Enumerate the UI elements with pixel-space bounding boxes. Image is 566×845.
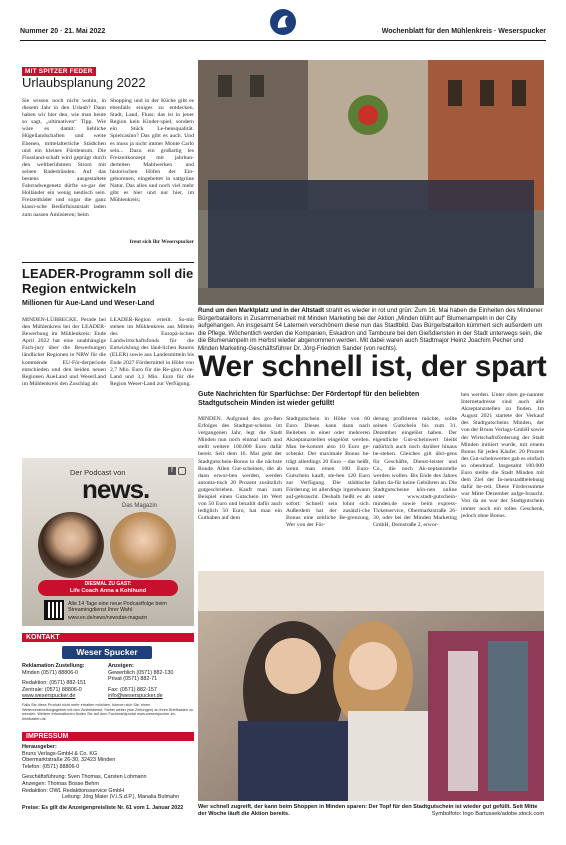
website-link[interactable]: www.weserspucker.de (22, 693, 76, 700)
bottom-photo (198, 571, 544, 801)
leader-title: LEADER-Programm soll die Region entwickeln (22, 266, 194, 296)
weserspucker-logo (62, 646, 152, 659)
podcast-title: Der Podcast von (70, 468, 126, 477)
bottom-photo-image (198, 571, 544, 801)
impressum-line: Obermarktstraße 26-30, 32423 Minden (22, 757, 116, 764)
kontakt-right-row: Anzeigen: (108, 663, 134, 669)
impressum-head: IMPRESSUM (22, 732, 194, 741)
impressum-line: Leitung: Jörg Maier (V.i.S.d.P.), Manalia Bulmahn (62, 794, 180, 801)
top-photo-image (198, 60, 544, 305)
kontakt-right-row: Privat (0571) 882-71 (108, 676, 158, 683)
page-header (20, 0, 546, 46)
top-caption-bold: Rund um den Marktplatz und in der Altstadt (198, 307, 325, 314)
ad-url[interactable]: www.en.de/news/newsdas-magazin (68, 615, 148, 621)
header-logo (269, 6, 297, 38)
main-subtitle: Gute Nachrichten für Sparfüchse: Der Fördertopf für den beliebten Stadtgutschein Minden ist wieder gefüllt! (198, 391, 420, 407)
column-kicker: MIT SPITZER FEDER (22, 60, 96, 78)
guest-pill (38, 580, 178, 596)
photo-credit: Symbolfoto: Ingo Bartussek/adobe.stock.com (431, 811, 544, 817)
impressum-line: Geschäftsführung: Sven Thomas, Carsten Lohmann (22, 774, 147, 781)
instagram-icon (178, 467, 186, 475)
top-caption-text: strahlt es wieder in rot und grün: Zum 16. Mai haben die Einheiten des Mindener Bürgerbataillons in Zusammenarbeit mit Minden Marketing bei der Aktion „Minden blüht auf“ Blumenampeln in der City aufgehangen. An insgesamt 54 Laternen verschönern diese nun das Stadtbild. Das Bürgerbataillon kümmert sich außerdem um die Pflege. Wöchentlich werden die Kompanien, Eskadron und Tamboure bei den Gießdiensten in der Stadt unterwegs sein, die die Blumenampeln im Herbst wieder abgenommen werden. Mit dabei waren auch Stadtmajor Heinz Joachim Pecher und Minden Marketing-Geschäftsführer Dr. Jörg-Friedrich Sander (von rechts). (198, 307, 543, 352)
kontakt-box (22, 633, 194, 721)
impressum-box (22, 732, 194, 811)
top-photo (198, 60, 544, 305)
column-title: Urlaubsplanung 2022 (22, 75, 146, 90)
impressum-line: Telefon: (0571) 88806-0 (22, 763, 80, 770)
qr-code[interactable] (44, 600, 64, 620)
bottom-photo-caption (198, 804, 544, 818)
main-text-3: derung profitieren möchte, sollte seinen Gutschein bis zum 31. Dezember eingelöst haben. Der eigentliche Gut-scheinwert bleibt natürlich auch noch darüber hinaus be-stehen. Gleiches gilt übri-gens für Geschäfte, Dienst-leister und Co., die noch Ak-zeptanzstelle werden wollen. Bis Ende des Jahres fallen da-für keine Gebühren an. Die Stadtgutscheine kön-nen online unter www.stadt-gutschein-minden.de sowie beim express-Ticketservice, Obermarktstraße 26-30, oder bei der Minden Marketing GmbH, Domstraße 2, erwor- (373, 416, 457, 529)
impressum-line: Preise: Es gilt die Anzeigenpreisliste Nr. 61 vom 1. Januar 2022 (22, 804, 184, 811)
logo-text: Weser Spucker (76, 647, 138, 657)
leader-text-2: LEADER-Region erteilt. So-mit stehen im Mühlenkreis aus Mitteln des Europä-ischen Landwirtschaftsfonds für die Entwicklung des länd-lichen Raums (ELER) sowie aus Landesmitteln bis Ende 2027 Fördermittel in Höhe von 2,7 Mio. Euro für die Re-gion Aue-Land und 3,1 Mio. Euro für die Region Weser-Land zur Verfügung. (110, 317, 194, 387)
brand-subtitle: Das Magazin (122, 503, 158, 509)
kontakt-left-row: Zentrale: (0571) 88806-0 (22, 686, 82, 693)
kontakt-note: Falls Sie diese Produkt nicht mehr erhalten möchten, können sich Sie, einen Weiterverarbeitungsgebiet mit den Zustelldienst, Siebei weiter (wie Zeitungen) an ihren Briefkasten zu wenden. Weitere Informationen finden Sie auf dem Fachmarktportal www.weserspucker-im-briefkasten.de. (22, 702, 194, 721)
top-photo-caption (198, 307, 544, 352)
impressum-line: Redaktion: OWL Redaktionsservice GmbH (22, 787, 124, 794)
bottom-caption-text: Wer schnell zugreift, der kann beim Shoppen in Minden sparen: Der Topf für den Stadtgutschein ist wieder gut gefüllt. Seit Mitte der Woche läuft die Aktion bereits. (198, 804, 538, 817)
impressum-line: Bruns Verlags-GmbH & Co. KG (22, 750, 98, 757)
main-headline: Wer schnell ist, der spart (198, 350, 547, 383)
leader-rule (22, 262, 194, 263)
column-text-2: Shopping und in der Küche gibt es ebenfalls einiges zu entdecken. Stadt, Land, Fluss: das ist in jener Region kein Kinder-spiel, sondern ein Stück Le-bensqualität. Spielcasino? Das gibt es auch. Und es muss ja nicht immer Monte Carlo sein... Dazu ein großartig les Freizeitkonzept mit jahrhun-derteiten Mahlwerken und historischen Höfen der Ein-geborenen, eingebettet in sattgrüne Natur. Das alles und noch viel mehr gibt es hier und nur hier, im Mühlenkreis; (110, 98, 194, 204)
kontakt-left-row: Redaktion: (0571) 882-151 (22, 680, 87, 687)
column-author: freut sich Ihr Weserspucker (129, 239, 194, 245)
kontakt-left-row: Reklamation Zustellung: (22, 663, 85, 669)
brand-news: news. (82, 474, 150, 504)
main-text-2: Stadtgutschein in Höhe von 60 Euro. Dieses kann dann nach Belieben in einer oder mehreren Akzeptanzstellen eingelöst werden. Man be-kommt also 10 Euro ge-schenkt. Der maximale Bonus be-trägt allerdings 20 Euro – das heißt, wenn man einen 100 Euro-Gutschein kauft, ste-hen 120 Euro zur Verfügung. Die städtische Förderung ist allerdings irgendwann auf-gebraucht. Deshalb heißt es ab sofort: Schnell sein lohnt sich. Außerdem hat der zusätzli-che Bonus eine zeitliche Be-grenzung. Wer von der För- (286, 416, 370, 529)
impressum-line: Herausgeber: (22, 744, 57, 750)
facebook-icon: f (168, 467, 176, 475)
paper-name: Wochenblatt für den Mühlenkreis · Weserspucker (381, 28, 546, 35)
kontakt-head: KONTAKT (22, 633, 194, 642)
leader-text-1: MINDEN-LÜBBECKE. Perade bei den Mühlenkreis bei der LEADER-Bewerbung im Mühlenkreis: Ende April 2022 hat eine unabhängige Fach-jury über die Bewerbungen ländlicher Regionen in NRW für die kommende EU-För-derperiode entschieden und den beiden neuen Regionen AueLand und WeserLand im Mühlenkreis den Zuschlag als (22, 317, 106, 387)
leader-subtitle: Millionen für Aue-Land und Weser-Land (22, 300, 155, 307)
main-text-1: MINDEN. Aufgrund des gro-ßen Erfolges des Stadtgut-scheins im vergangenen Jahr, legt die Stadt Minden nun noch einmal nach und stellt weitere 100.000 Euro dafür bereit. Seit dem 16. Mai geht der Stadtgutschein-Bonus in die nächste Runde. Allen Gut-scheinen, die ab dann erwor-ben werden, werden automa-tisch 20 Prozent zusätzlich gutgeschrieben. Kauft man zum Beispiel einen Gutschein im Wert von 50 Euro und bezahlt dafür auch lediglich 50 Euro, hat man ein Guthaben auf dem (198, 416, 282, 522)
guest-photo-2 (110, 512, 176, 578)
guest-pill-name: Life Coach Anna a Kohlhund (69, 588, 147, 594)
qr-text: Alle 14 Tage eine neue Podcastfolge beim Streamingdienst Ihrer Wahl (68, 601, 167, 614)
kontakt-left-row: Minden (0571) 88806-0 (22, 669, 79, 676)
impressum-line: Anzeigen: Thomas Bosse Behm (22, 780, 99, 787)
header-rule (20, 40, 546, 41)
email-link[interactable]: info@weserspucker.de (108, 693, 163, 700)
issue-date: Nummer 20 · 21. Mai 2022 (20, 28, 106, 35)
kontakt-left (22, 663, 108, 700)
guest-pill-label: DIESMAL ZU GAST: (84, 581, 132, 587)
kontakt-right (108, 663, 194, 700)
kontakt-right-row: Fax: (0571) 882-157 (108, 686, 157, 693)
kontakt-right-row: Gewerblich (0571) 882-130 (108, 669, 174, 676)
main-text-4: ben werden. Unter oben ge-nannter Internetadresse sind auch alle Akzeptanzstellen zu finden. Im August 2021 startete der Verkauf des Stadtgutscheins Minden, der von der Bruns Verlags-GmbH sowie der Wirtschaftsförderung der Stadt Minden initiiert wurde, mit einem Bonus für jeden Käufer. 20 Prozent des Gut-scheinwertes gab es einfach so obendrauf. Insgesamt 100.000 Euro stellte die Stadt Minden mit dem Ziel der In-nenstadtbelebung dafür be-reit. Diese Fördersumme war Mitte Dezember aufge-braucht. Von da an war der Stadtgutschein immer noch ein tolles Geschenk, jedoch ohne Bonus. (461, 392, 544, 519)
column-text-1: Sie wissen noch nicht wohin, in diesem Jahr in den Urlaub? Dann haben wir hier den, wie man heute so sagt, „ultimativen“ Tipp. Wie wäre es damit: liebliche Hügellandschaften und weite Ebenen, mittelalterliche Städtchen und ein kleines Fürstentum. Die Flussland-schaft wird geprägt durch den weltberühmten Strom mit seinen Badestränden. Auf das bestens ausgestaltete Fahrradwegenetz dürfte so-gar der Holländer ein wenig neidisch sein. Freizeitbäder und sogar die ganz klassi-sche Bedürfnisanstalt laden zum nassen Amüsieren; beim (22, 98, 106, 218)
podcast-ad[interactable] (22, 458, 194, 626)
guest-photo-1 (38, 512, 104, 578)
